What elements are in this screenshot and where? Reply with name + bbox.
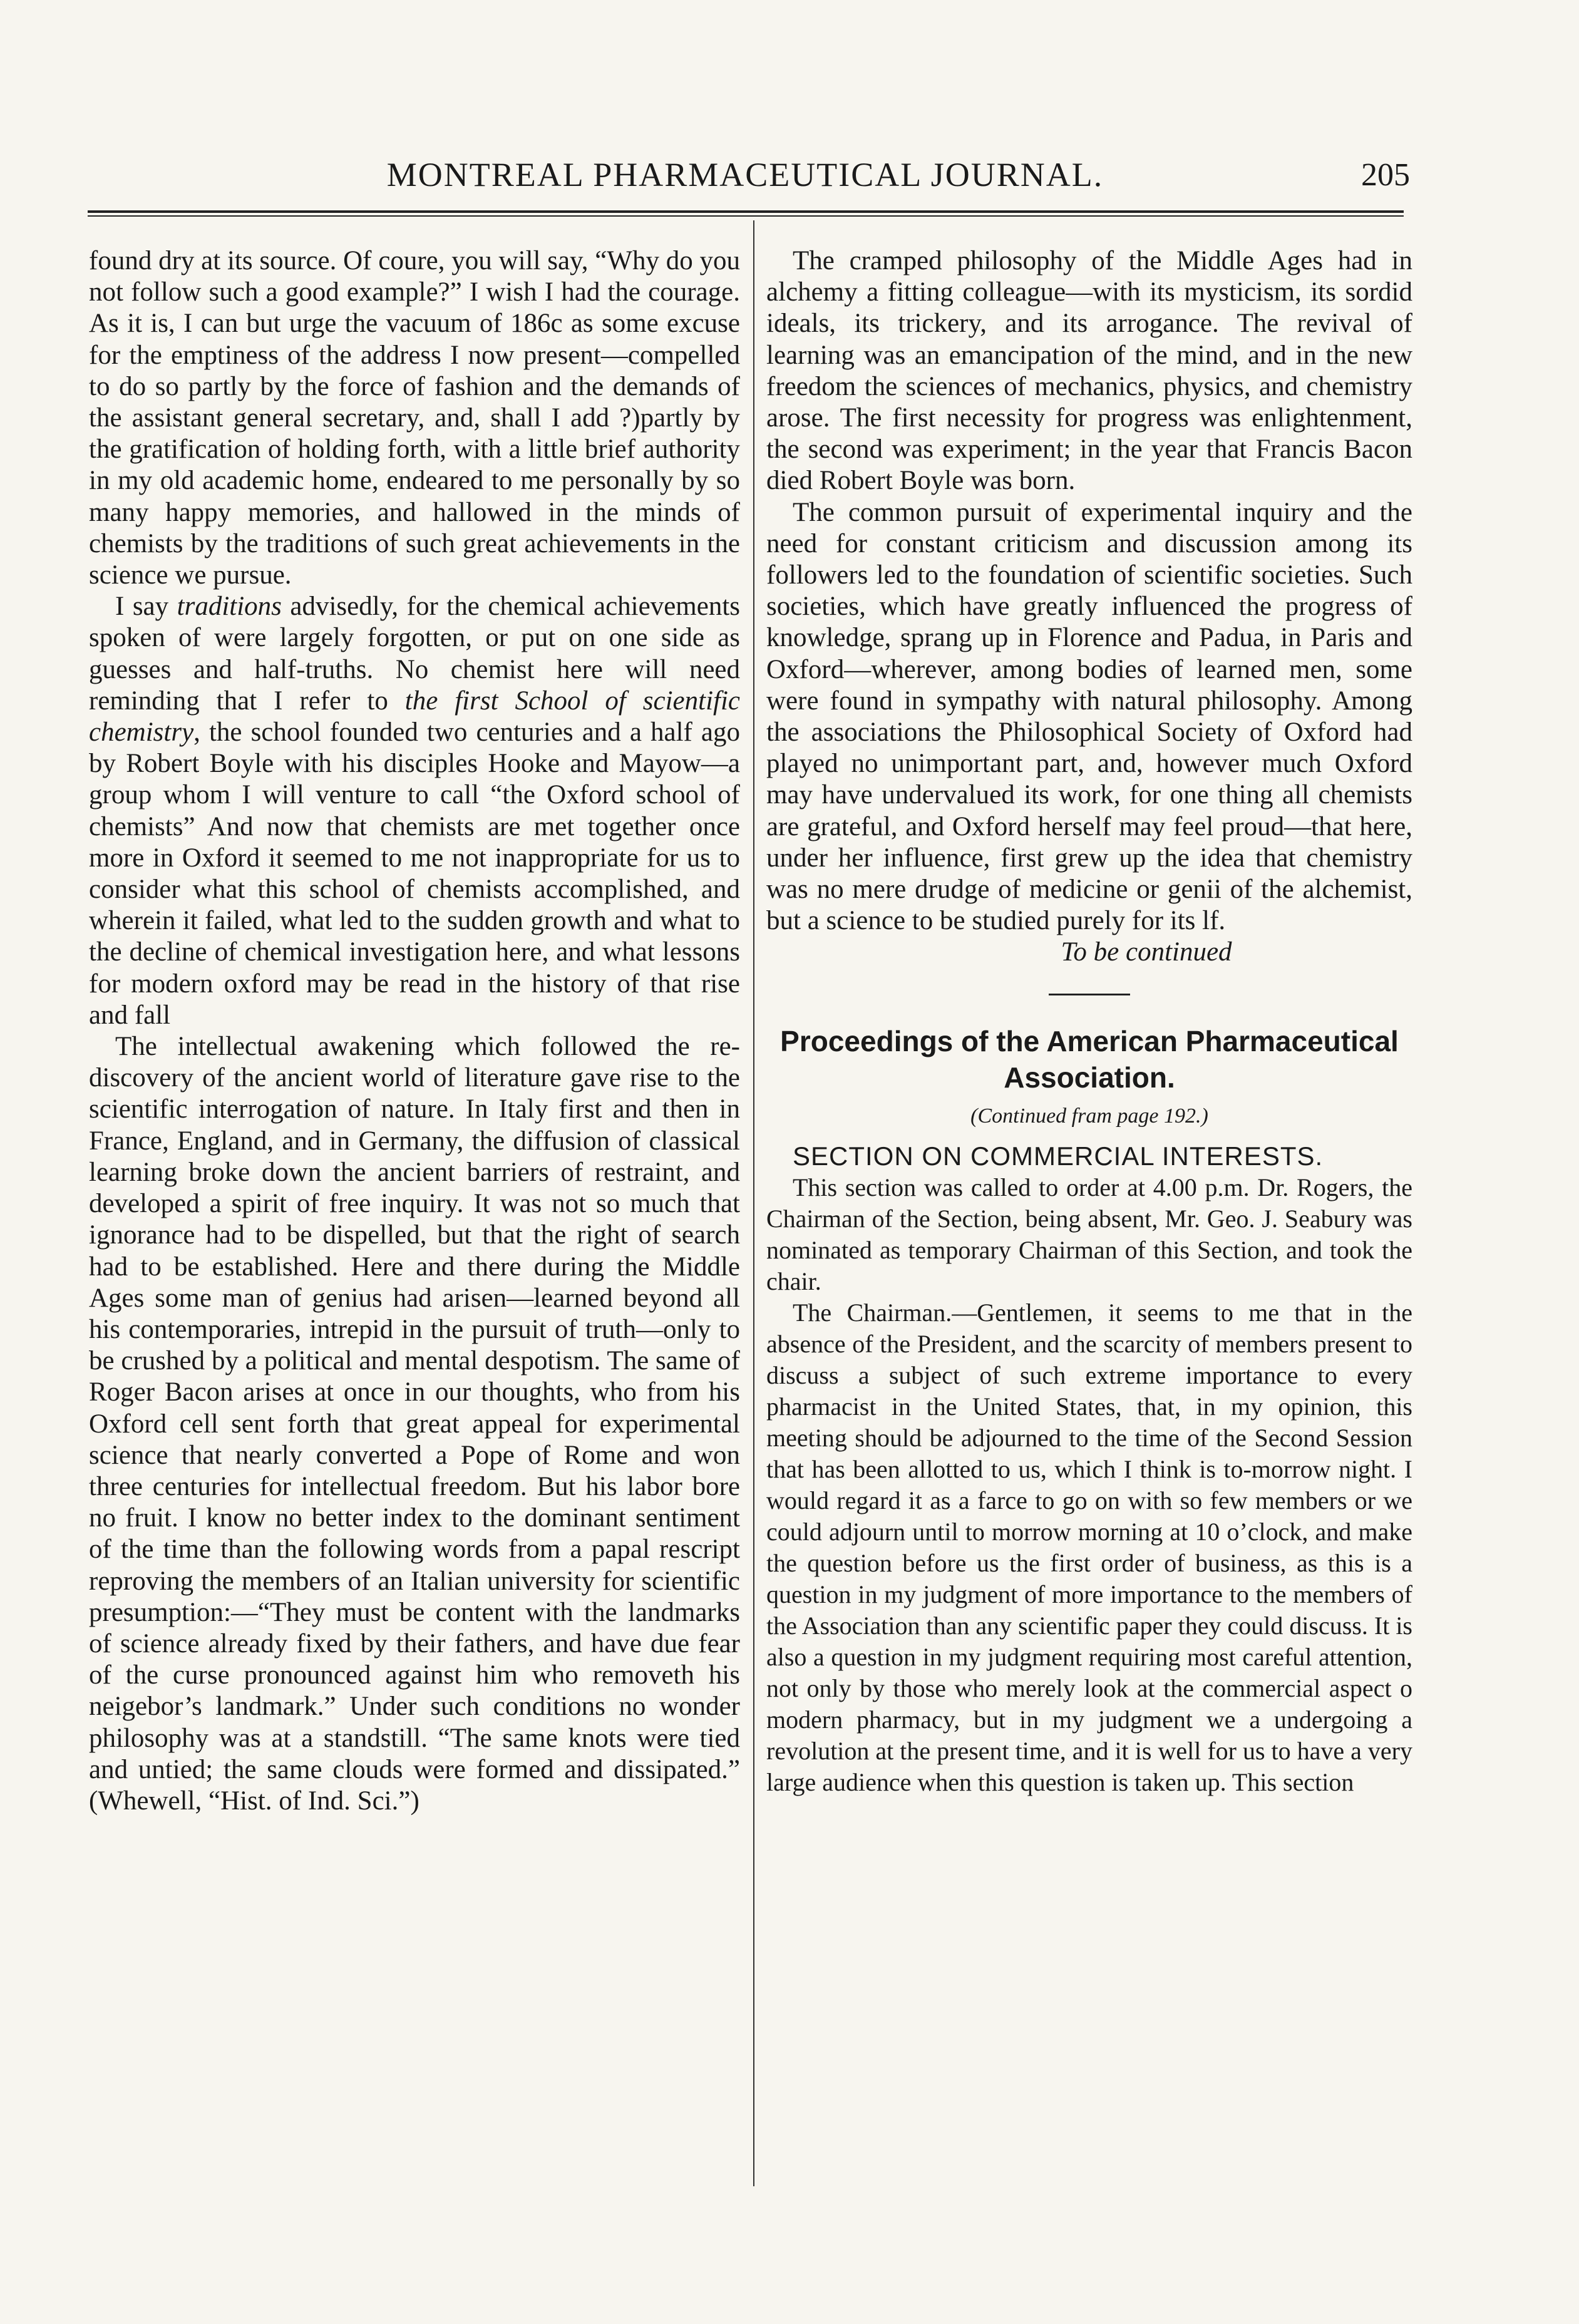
section-separator: [1049, 994, 1130, 995]
italic-text: traditions: [177, 592, 282, 622]
page-number: 205: [1361, 157, 1410, 193]
text-run: , the school founded two centuries and a half ago by Robert Boyle with his disciples Hooke and Mayow—a group whom I will venture to call “the Oxford school of chemists” And now that chemists are met together once more in Oxford it seemed to me not inappropriate for us to consider what this school of chemists accomplished, and wherein it failed, what led to the sudden growth and what to the decline of chemical investigation here, and what lessons for modern oxford may be read in the history of that rise and fall: [89, 717, 740, 1030]
text-run: I say: [115, 592, 177, 622]
left-column: [89, 245, 740, 1817]
to-be-continued: To be continued: [1061, 937, 1232, 967]
paragraph: The common pursuit of experimental inquiry and the need for constant criticism and discussion among its followers led to the foundation of scientific societies. Such societies, which have greatly influenced the progress of knowledge, sprang up in Florence and Padua, in Paris and Oxford—wherever, among bodies of learned men, some were found in sympathy with natural philosophy. Among the associations the Philosophical Society of Oxford had played no unimportant part, and, however much Oxford may have undervalued its work, for one thing all chemists are grateful, and Oxford herself may feel proud—that here, under her influence, first grew up the idea that chemistry was no mere drudge of medicine or genii of the alchemist, but a science to be studied purely for its lf.: [766, 497, 1412, 936]
page-header: [88, 155, 1410, 205]
right-column: [766, 245, 1412, 1798]
italic-text: the first School of scientific chemistry: [89, 686, 740, 748]
column-divider: [753, 220, 754, 2186]
paragraph: [89, 591, 740, 1031]
paragraph: This section was called to order at 4.00 p.m. Dr. Rogers, the Chairman of the Section, being absent, Mr. Geo. J. Seabury was nominated as temporary Chairman of this Section, and took the chair.: [766, 1173, 1412, 1296]
paragraph: found dry at its source. Of coure, you will say, “Why do you not follow such a good example?” I wish I had the courage. As it is, I can but urge the vacuum of 186c as some excuse for the emptiness of the address I now present—compelled to do so partly by the force of fashion and the demands of the assistant general secretary, and, shall I add ?)partly by the gratification of holding forth, with a little brief authority in my old academic home, endeared to me personally by so many happy memories, and hallowed in the minds of chemists by the traditions of such great achievements in the science we pursue.: [89, 246, 740, 590]
header-double-rule: [88, 210, 1404, 217]
continued-from-note: (Continued fram page 192.): [970, 1104, 1208, 1128]
subsection-title: SECTION ON COMMERCIAL INTERESTS.: [793, 1141, 1324, 1171]
paragraph: The cramped philosophy of the Middle Ages had in alchemy a fitting colleague—with its mysticism, its sordid ideals, its trickery, and its arrogance. The revival of learning was an emancipation of the mind, and in the new freedom the sciences of mechanics, physics, and chemistry arose. The first necessity for progress was enlightenment, the second was experiment; in the year that Francis Bacon died Robert Boyle was born.: [766, 246, 1412, 496]
section-title: Proceedings of the American Pharmaceutical Association.: [780, 1024, 1399, 1094]
paragraph: The Chairman.—Gentlemen, it seems to me that in the absence of the President, and the scarcity of members present to discuss a subject of such extreme importance to every pharmacist in the United States, that, in my opinion, this meeting should be adjourned to the time of the Second Session that has been allotted to us, which I think is to-morrow night. I would regard it as a farce to go on with so few members or we could adjourn until to morrow morning at 10 o’clock, and make the question before us the first order of business, as this is a question in my judgment of more importance to the members of the Association than any scientific paper they could discuss. It is also a question in my judgment requiring most careful attention, not only by those who merely look at the commercial aspect o modern pharmacy, but in my judgment we a undergoing a revolution at the present time, and it is well for us to have a very large audience when this question is taken up. This section: [766, 1298, 1412, 1797]
paragraph: The intellectual awakening which followed the re-discovery of the ancient world of literature gave rise to the scientific interrogation of nature. In Italy first and then in France, England, and in Germany, the diffusion of classical learning broke down the ancient barriers of restraint, and developed a spirit of free inquiry. It was not so much that ignorance had to be dispelled, but that the right of search had to be established. Here and there during the Middle Ages some man of genius had arisen—learned beyond all his contemporaries, intrepid in the pursuit of truth—only to be crushed by a political and mental despotism. The same of Roger Bacon arises at once in our thoughts, who from his Oxford cell sent forth that great appeal for experimental science that nearly converted a Pope of Rome and won three centuries for intellectual freedom. But his labor bore no fruit. I know no better index to the dominant sentiment of the time than the following words from a papal rescript reproving the members of an Italian university for scientific presumption:—“They must be content with the landmarks of science already fixed by their fathers, and have due fear of the curse pronounced against him who removeth his neigebor’s landmark.” Under such conditions no wonder philosophy was at a standstill. “The same knots were tied and untied; the same clouds were formed and dissipated.” (Whewell, “Hist. of Ind. Sci.”): [89, 1032, 740, 1816]
running-title: MONTREAL PHARMACEUTICAL JOURNAL.: [386, 156, 1104, 193]
text-run: advisedly, for the chemical achievements spoken of were largely forgotten, or put on one side as guesses and half-truths. No chemist here will need reminding that I refer to: [89, 592, 740, 716]
